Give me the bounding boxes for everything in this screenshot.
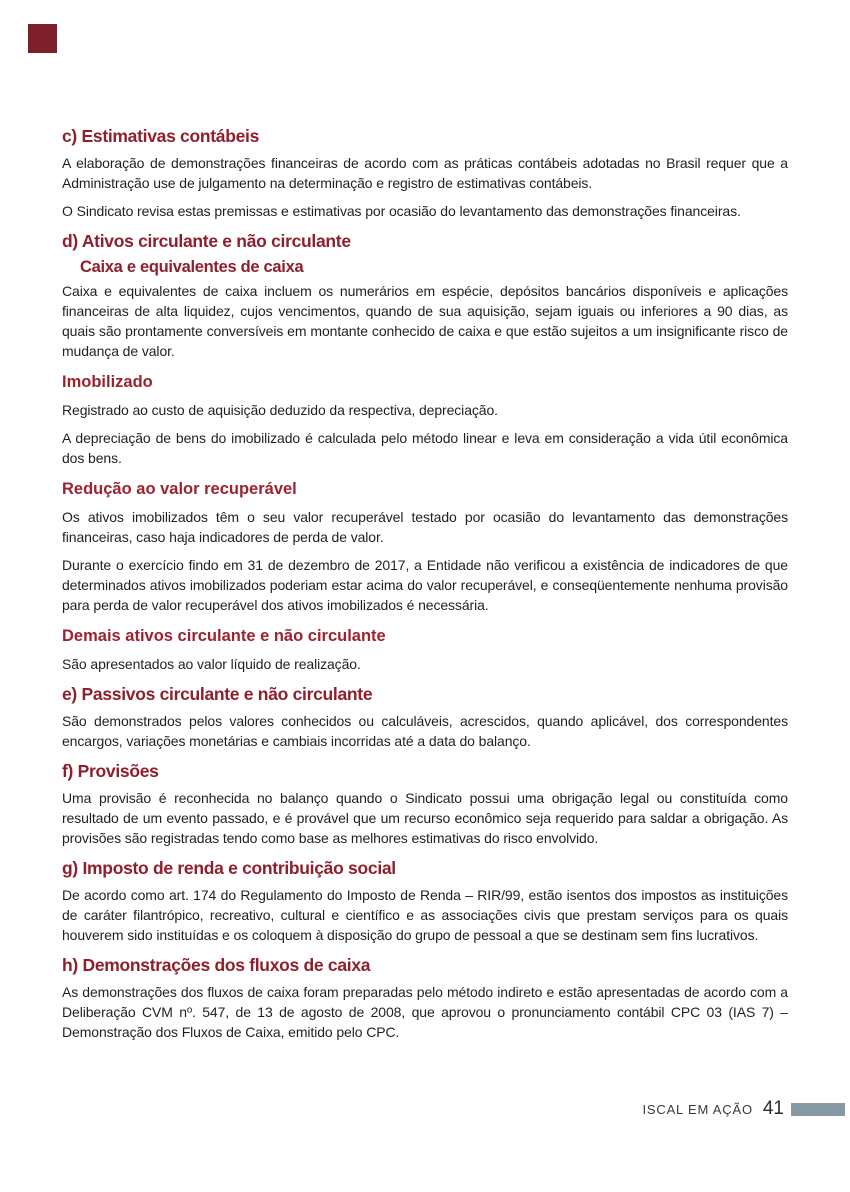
paragraph: Registrado ao custo de aquisição deduzido da respectiva, depreciação.: [62, 402, 498, 418]
paragraph: São demonstrados pelos valores conhecidos ou calculáveis, acrescidos, quando aplicável, dos correspondentes encargos, variações monetárias e cambiais incorridas até a data do balanço.: [62, 713, 788, 749]
section-heading: g) Imposto de renda e contribuição social: [62, 858, 396, 878]
paragraph: A elaboração de demonstrações financeiras de acordo com as práticas contábeis adotadas no Brasil requer que a Administração use de julgamento na determinação e registro de estimativas contábeis.: [62, 155, 788, 191]
section-c-estimativas-contabeis: [62, 126, 788, 221]
section-imobilizado: [62, 373, 788, 468]
section-heading: Imobilizado: [62, 373, 153, 391]
section-d-ativos-circulante: [62, 231, 788, 361]
section-reducao-valor-recuperavel: [62, 480, 788, 615]
section-h-fluxos-de-caixa: [62, 955, 788, 1042]
section-heading: Redução ao valor recuperável: [62, 480, 297, 498]
corner-accent-square: [28, 24, 57, 53]
paragraph: De acordo como art. 174 do Regulamento do Imposto de Renda – RIR/99, estão isentos dos impostos as instituições de caráter filantrópico, recreativo, cultural e científico e as associações civis que prestam serviços para os quais houverem sido instituídas e os coloquem à disposição do grupo de pessoal a que se destinam sem fins lucrativos.: [62, 887, 788, 943]
paragraph: O Sindicato revisa estas premissas e estimativas por ocasião do levantamento das demonstrações financeiras.: [62, 203, 741, 219]
page-footer: [643, 1098, 845, 1120]
section-e-passivos-circulante: [62, 684, 788, 751]
paragraph: Durante o exercício findo em 31 de dezembro de 2017, a Entidade não verificou a existência de indicadores de que determinados ativos imobilizados poderiam estar acima do valor recuperável, e conseqüentemente nenhuma provisão para perda de valor recuperável dos ativos imobilizados é necessária.: [62, 557, 788, 613]
section-g-imposto-renda: [62, 858, 788, 945]
section-demais-ativos: [62, 627, 788, 674]
paragraph: Caixa e equivalentes de caixa incluem os numerários em espécie, depósitos bancários disponíveis e aplicações financeiras de alta liquidez, cujos vencimentos, quando de sua aquisição, sejam iguais ou inferiores a 90 dias, as quais são prontamente conversíveis em montante conhecido de caixa e que estão sujeitos a um insignificante risco de mudança de valor.: [62, 283, 788, 359]
section-heading: h) Demonstrações dos fluxos de caixa: [62, 955, 371, 975]
paragraph: Uma provisão é reconhecida no balanço quando o Sindicato possui uma obrigação legal ou constituída como resultado de um evento passado, e é provável que um recurso econômico seja requerido para saldar a obrigação. As provisões são registradas tendo como base as melhores estimativas do risco envolvido.: [62, 790, 788, 846]
section-heading: c) Estimativas contábeis: [62, 126, 260, 146]
section-heading: Demais ativos circulante e não circulante: [62, 627, 386, 645]
section-heading: d) Ativos circulante e não circulante: [62, 231, 351, 251]
footer-magazine-title: ISCAL EM AÇÃO: [642, 1101, 753, 1117]
section-f-provisoes: [62, 761, 788, 848]
section-heading: f) Provisões: [62, 761, 159, 781]
section-subheading: Caixa e equivalentes de caixa: [80, 258, 304, 276]
paragraph: A depreciação de bens do imobilizado é calculada pelo método linear e leva em consideração a vida útil econômica dos bens.: [62, 430, 788, 466]
footer-accent-bar: [791, 1103, 845, 1116]
paragraph: São apresentados ao valor líquido de realização.: [62, 656, 361, 672]
paragraph: Os ativos imobilizados têm o seu valor recuperável testado por ocasião do levantamento das demonstrações financeiras, caso haja indicadores de perda de valor.: [62, 509, 788, 545]
section-heading: e) Passivos circulante e não circulante: [62, 684, 373, 704]
page-content: [62, 126, 788, 1050]
paragraph: As demonstrações dos fluxos de caixa foram preparadas pelo método indireto e estão apresentadas de acordo com a Deliberação CVM nº. 547, de 13 de agosto de 2008, que aprovou o pronunciamento contábil CPC 03 (IAS 7) – Demonstração dos Fluxos de Caixa, emitido pelo CPC.: [62, 984, 788, 1040]
footer-page-number: 41: [762, 1098, 784, 1119]
